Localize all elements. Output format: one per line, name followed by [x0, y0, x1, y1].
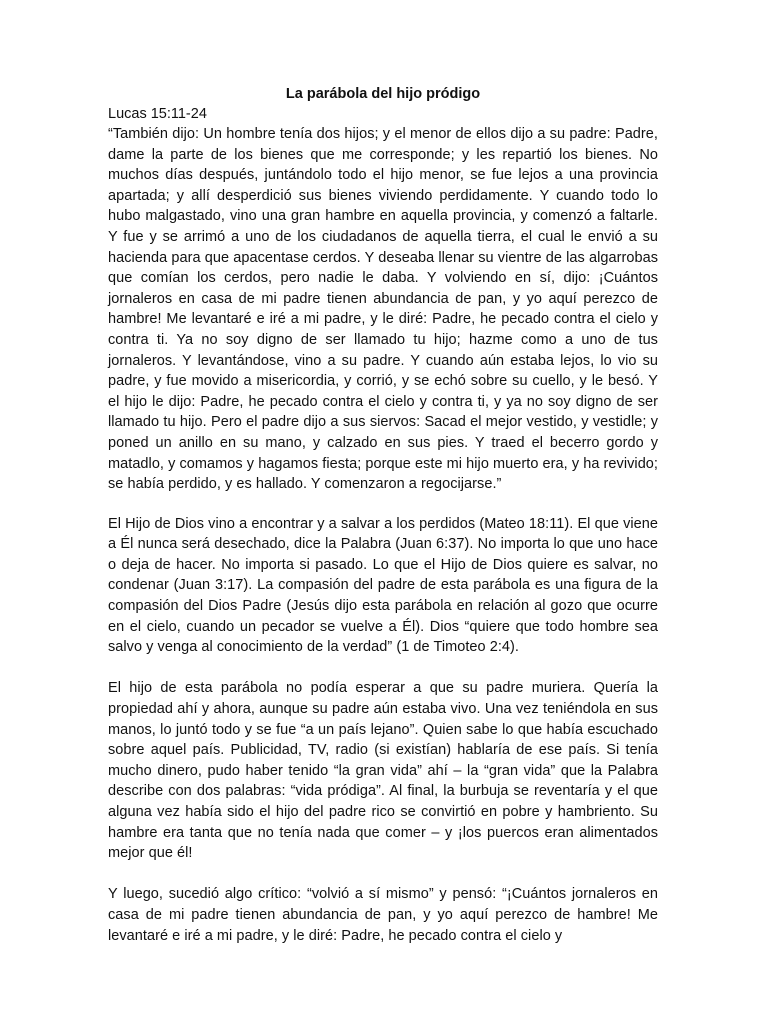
scripture-reference: Lucas 15:11-24: [108, 106, 207, 122]
body-paragraph: El hijo de esta parábola no podía esperar a que su padre muriera. Quería la propiedad ahí y ahora, aunque su padre aún estaba vivo. Una vez teniéndola en sus manos, lo juntó todo y se fue “a un país lejano”. Quien sabe lo que había escuchado sobre aquel país. Publicidad, TV, radio (si existían) hablaría de ese país. Si tenía mucho dinero, pudo haber tenido “la gran vida” ahí – la “gran vida” que la Palabra describe con dos palabras: “vida pródiga”. Al final, la burbuja se reventaría y el que alguna vez había sido el hijo del padre rico se convirtió en pobre y hambriento. Su hambre era tanta que no tenía nada que comer – y ¡los puercos eran alimentados mejor que él!: [108, 680, 658, 862]
body-paragraph: El Hijo de Dios vino a encontrar y a salvar a los perdidos (Mateo 18:11). El que viene a Él nunca será desechado, dice la Palabra (Juan 6:37). No importa lo que uno hace o deja de hacer. No importa si pasado. Lo que el Hijo de Dios quiere es salvar, no condenar (Juan 3:17). La compasión del padre de esta parábola es una figura de la compasión del Dios Padre (Jesús dijo esta parábola en relación al gozo que ocurre en el cielo, cuando un pecador se vuelve a Él). Dios “quiere que todo hombre sea salvo y venga al conocimiento de la verdad” (1 de Timoteo 2:4).: [108, 515, 658, 656]
document-title: La parábola del hijo pródigo: [285, 86, 481, 102]
document-page: [108, 84, 658, 967]
scripture-quote-paragraph: “También dijo: Un hombre tenía dos hijos; y el menor de ellos dijo a su padre: Padre, dame la parte de los bienes que me corresponde; y les repartió los bienes. No muchos días después, juntándolo todo el hijo menor, se fue lejos a una provincia apartada; y allí desperdició sus bienes viviendo perdidamente. Y cuando todo lo hubo malgastado, vino una gran hambre en aquella provincia, y comenzó a faltarle. Y fue y se arrimó a uno de los ciudadanos de aquella tierra, el cual le envió a su hacienda para que apacentase cerdos. Y deseaba llenar su vientre de las algarrobas que comían los cerdos, pero nadie le daba. Y volviendo en sí, dijo: ¡Cuántos jornaleros en casa de mi padre tienen abundancia de pan, y yo aquí perezco de hambre! Me levantaré e iré a mi padre, y le diré: Padre, he pecado contra el cielo y contra ti. Ya no soy digno de ser llamado tu hijo; hazme como a uno de tus jornaleros. Y levantándose, vino a su padre. Y cuando aún estaba lejos, lo vio su padre, y fue movido a misericordia, y corrió, y se echó sobre su cuello, y le besó. Y el hijo le dijo: Padre, he pecado contra el cielo y contra ti, y ya no soy digno de ser llamado tu hijo. Pero el padre dijo a sus siervos: Sacad el mejor vestido, y vestidle; y poned un anillo en su mano, y calzado en sus pies. Y traed el becerro gordo y matadlo, y comamos y hagamos fiesta; porque este mi hijo muerto era, y ha revivido; se había perdido, y es hallado. Y comenzaron a regocijarse.”: [108, 126, 658, 493]
body-paragraph: Y luego, sucedió algo crítico: “volvió a sí mismo” y pensó: “¡Cuántos jornaleros en casa de mi padre tienen abundancia de pan, y yo aquí perezco de hambre! Me levantaré e iré a mi padre, y le diré: Padre, he pecado contra el cielo y: [108, 886, 658, 944]
